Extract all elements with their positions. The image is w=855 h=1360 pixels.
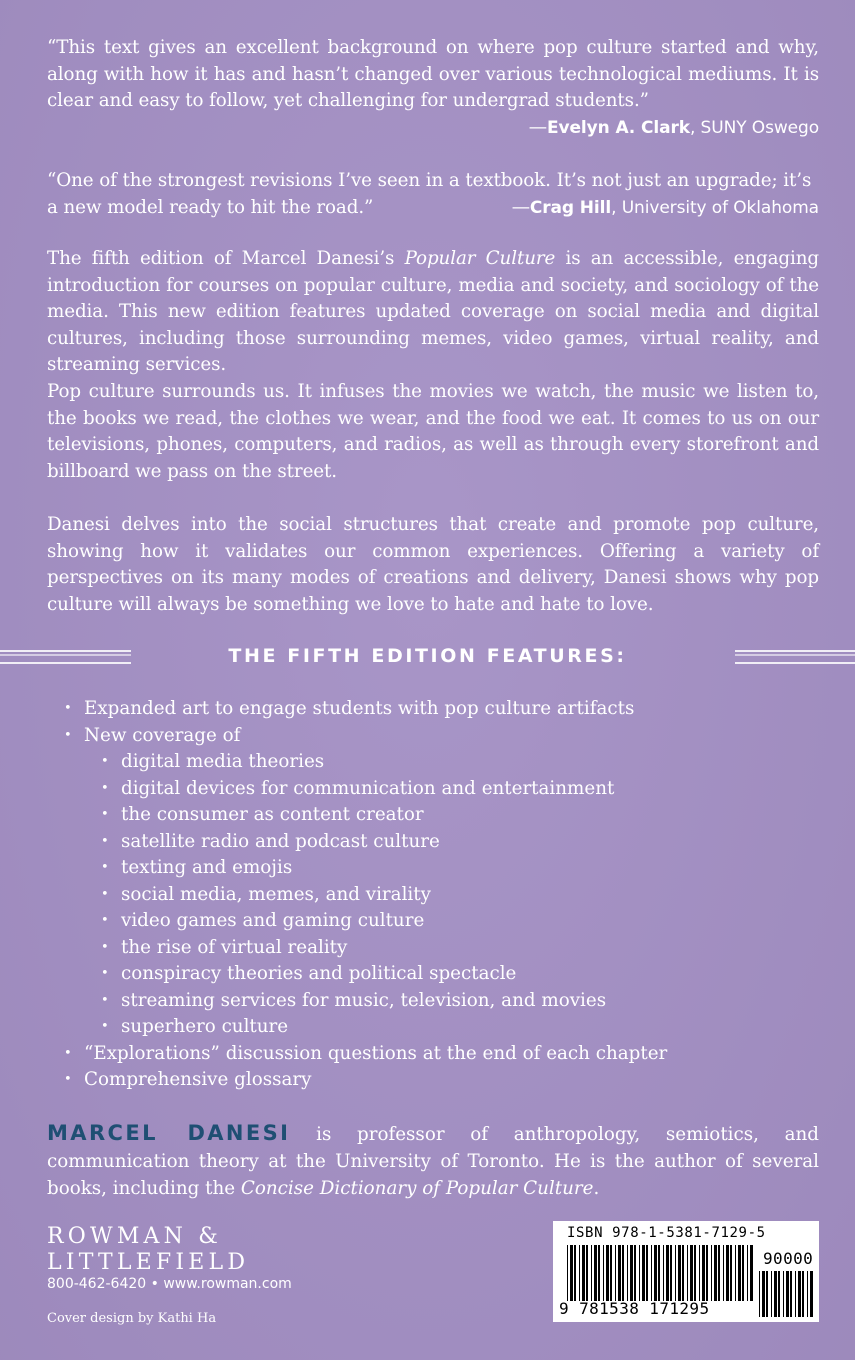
barcode-bar xyxy=(642,1245,645,1301)
sub-list-item: • the consumer as content creator xyxy=(101,802,824,829)
blurb-2 xyxy=(47,168,819,221)
sub-list-item: • social media, memes, and virality xyxy=(101,882,824,909)
sub-list-item: • superhero culture xyxy=(101,1014,824,1041)
barcode-bar xyxy=(615,1245,616,1301)
author-book-title: Concise Dictionary of Popular Culture xyxy=(240,1178,594,1199)
barcode-bar xyxy=(714,1245,717,1301)
author-bio-end: . xyxy=(593,1178,600,1199)
barcode-bar xyxy=(670,1245,672,1301)
features-list xyxy=(64,696,824,1094)
cover-design-credit: Cover design by Kathi Ha xyxy=(47,1311,217,1326)
description-text-2: Pop culture surrounds us. It infuses the movies we watch, the music we listen to, the books we read, the clothes we wear, and the food we eat. It comes to us on our televisions, phones, computers, and radios, as well as through every storefront and billboard we pass on the street. xyxy=(47,381,819,482)
barcode-bar xyxy=(807,1271,808,1317)
barcode-bar xyxy=(622,1245,624,1301)
blurb-2-affiliation: , University of Oklahoma xyxy=(611,197,819,218)
publisher-phone: 800-462-6420 xyxy=(47,1276,147,1292)
list-item-label: New coverage of xyxy=(84,724,241,746)
barcode-bar xyxy=(747,1245,748,1301)
barcode-bar xyxy=(627,1245,628,1301)
barcode-bar xyxy=(574,1245,576,1301)
barcode-bar xyxy=(762,1271,765,1317)
barcode-bar xyxy=(730,1245,732,1301)
barcode-bar xyxy=(810,1271,813,1317)
barcode-bar xyxy=(687,1245,688,1301)
blurb-1-name: Evelyn A. Clark xyxy=(546,117,690,138)
barcode-bar xyxy=(711,1245,712,1301)
sub-list-item: • video games and gaming culture xyxy=(101,908,824,935)
sub-list-item: • texting and emojis xyxy=(101,855,824,882)
list-item: • Comprehensive glossary xyxy=(64,1067,824,1094)
barcode-bar xyxy=(783,1271,784,1317)
barcode-bar xyxy=(570,1245,573,1301)
barcode-bar xyxy=(766,1271,768,1317)
barcode-bar xyxy=(586,1245,588,1301)
features-heading: THE FIFTH EDITION FEATURES: xyxy=(228,645,627,667)
blurb-1 xyxy=(47,35,819,141)
barcode-bar xyxy=(706,1245,708,1301)
barcode-bar xyxy=(594,1245,597,1301)
barcode-bar xyxy=(771,1271,772,1317)
barcode-bar xyxy=(774,1271,777,1317)
barcode-bar xyxy=(790,1271,792,1317)
barcode-bar xyxy=(639,1245,640,1301)
barcode-bar xyxy=(630,1245,633,1301)
barcode-bar xyxy=(634,1245,636,1301)
isbn-barcode xyxy=(553,1221,819,1322)
barcode-bar xyxy=(675,1245,676,1301)
barcode-bar xyxy=(579,1245,580,1301)
barcode-bar xyxy=(618,1245,621,1301)
contact-separator: • xyxy=(146,1276,164,1292)
barcode-bar xyxy=(742,1245,744,1301)
isbn-text: ISBN 978-1-5381-7129-5 xyxy=(567,1225,766,1241)
publisher-website: www.rowman.com xyxy=(163,1276,292,1292)
barcode-bar xyxy=(786,1271,789,1317)
barcode-bar xyxy=(723,1245,724,1301)
barcode-bar xyxy=(663,1245,664,1301)
description-text-3: Danesi delves into the social structures that create and promote pop culture, showing how it validates our common experiences. Offering a variety of perspectives on its many modes of creations and delivery, Danesi shows why pop culture will always be something we love to hate and hate to love. xyxy=(47,514,819,615)
sub-list-item: • conspiracy theories and political spectacle xyxy=(101,961,824,988)
sub-features-list xyxy=(101,749,824,1041)
barcode-bar xyxy=(802,1271,804,1317)
blurb-1-dash: — xyxy=(528,116,547,138)
publisher-logo xyxy=(47,1224,307,1276)
barcode-bar xyxy=(699,1245,700,1301)
barcode-bar xyxy=(658,1245,660,1301)
barcode-bar xyxy=(567,1245,568,1301)
ean-digits: 9 781538 171295 xyxy=(559,1299,710,1318)
blurb-1-quote: “This text gives an excellent background on where pop culture started and why, along with how it has and hasn’t changed over various technological mediums. It is clear and easy to follow, yet challenging for undergrad students.” xyxy=(47,37,819,111)
barcode-bar xyxy=(591,1245,592,1301)
barcode-bar xyxy=(694,1245,696,1301)
barcode-bar xyxy=(582,1245,585,1301)
blurb-1-attribution xyxy=(47,115,819,142)
price-addon-digits: 90000 xyxy=(763,1249,814,1268)
barcode-bar xyxy=(726,1245,729,1301)
book-title: Popular Culture xyxy=(404,248,556,269)
author-bio xyxy=(47,1120,819,1202)
blurb-2-dash: — xyxy=(511,196,530,218)
list-item: • Expanded art to engage students with pop culture artifacts xyxy=(64,696,824,723)
sub-list-item: • digital media theories xyxy=(101,749,824,776)
barcode-bar xyxy=(678,1245,681,1301)
list-item xyxy=(64,723,824,1041)
barcode-bar xyxy=(603,1245,604,1301)
description-paragraph-3 xyxy=(47,512,819,618)
description-text-1b: is an accessible, engaging introduction for courses on popular culture, media and society, and sociology of the media. This new edition features updated coverage on social media and digital cultures, including those surrounding memes, video games, virtual reality, and streaming services. xyxy=(47,248,819,375)
barcode-bar xyxy=(690,1245,693,1301)
barcode-bar xyxy=(606,1245,609,1301)
barcode-bar xyxy=(750,1245,753,1301)
barcode-bar xyxy=(798,1271,801,1317)
blurb-2-name: Crag Hill xyxy=(529,197,612,218)
sub-list-item: • digital devices for communication and entertainment xyxy=(101,776,824,803)
blurb-2-quote: “One of the strongest revisions I’ve seen in a textbook. It’s not just an upgrade; it’s a new model ready to hit the road.” xyxy=(47,170,812,218)
barcode-bar xyxy=(718,1245,720,1301)
sub-list-item: • satellite radio and podcast culture xyxy=(101,829,824,856)
sub-list-item: • streaming services for music, television, and movies xyxy=(101,988,824,1015)
barcode-bar xyxy=(702,1245,705,1301)
publisher-contact xyxy=(47,1276,292,1292)
author-name: MARCEL DANESI xyxy=(47,1121,291,1145)
barcode-bar xyxy=(759,1271,760,1317)
barcode-bar xyxy=(778,1271,780,1317)
barcode-bar xyxy=(651,1245,652,1301)
list-item: • “Explorations” discussion questions at the end of each chapter xyxy=(64,1041,824,1068)
description-text-1a: The fifth edition of Marcel Danesi’s xyxy=(47,248,405,269)
barcode-bar xyxy=(610,1245,612,1301)
blurb-1-affiliation: , SUNY Oswego xyxy=(689,117,819,138)
barcode-bar xyxy=(646,1245,648,1301)
description-paragraph-2 xyxy=(47,379,819,485)
sub-list-item: • the rise of virtual reality xyxy=(101,935,824,962)
barcode-bar xyxy=(666,1245,669,1301)
barcode-bar xyxy=(682,1245,684,1301)
barcode-bar xyxy=(598,1245,600,1301)
publisher-name-line-1: ROWMAN & xyxy=(47,1224,223,1249)
author-bio-text: is professor of anthropology, semiotics, and communication theory at the University of Toronto. He is the author of several books, including the xyxy=(47,1124,820,1199)
publisher-name-line-2: LITTLEFIELD xyxy=(47,1250,250,1275)
description-paragraph-1 xyxy=(47,246,819,379)
barcode-bar xyxy=(738,1245,741,1301)
barcode-bar xyxy=(735,1245,736,1301)
barcode-bar xyxy=(795,1271,796,1317)
barcode-bar xyxy=(654,1245,657,1301)
